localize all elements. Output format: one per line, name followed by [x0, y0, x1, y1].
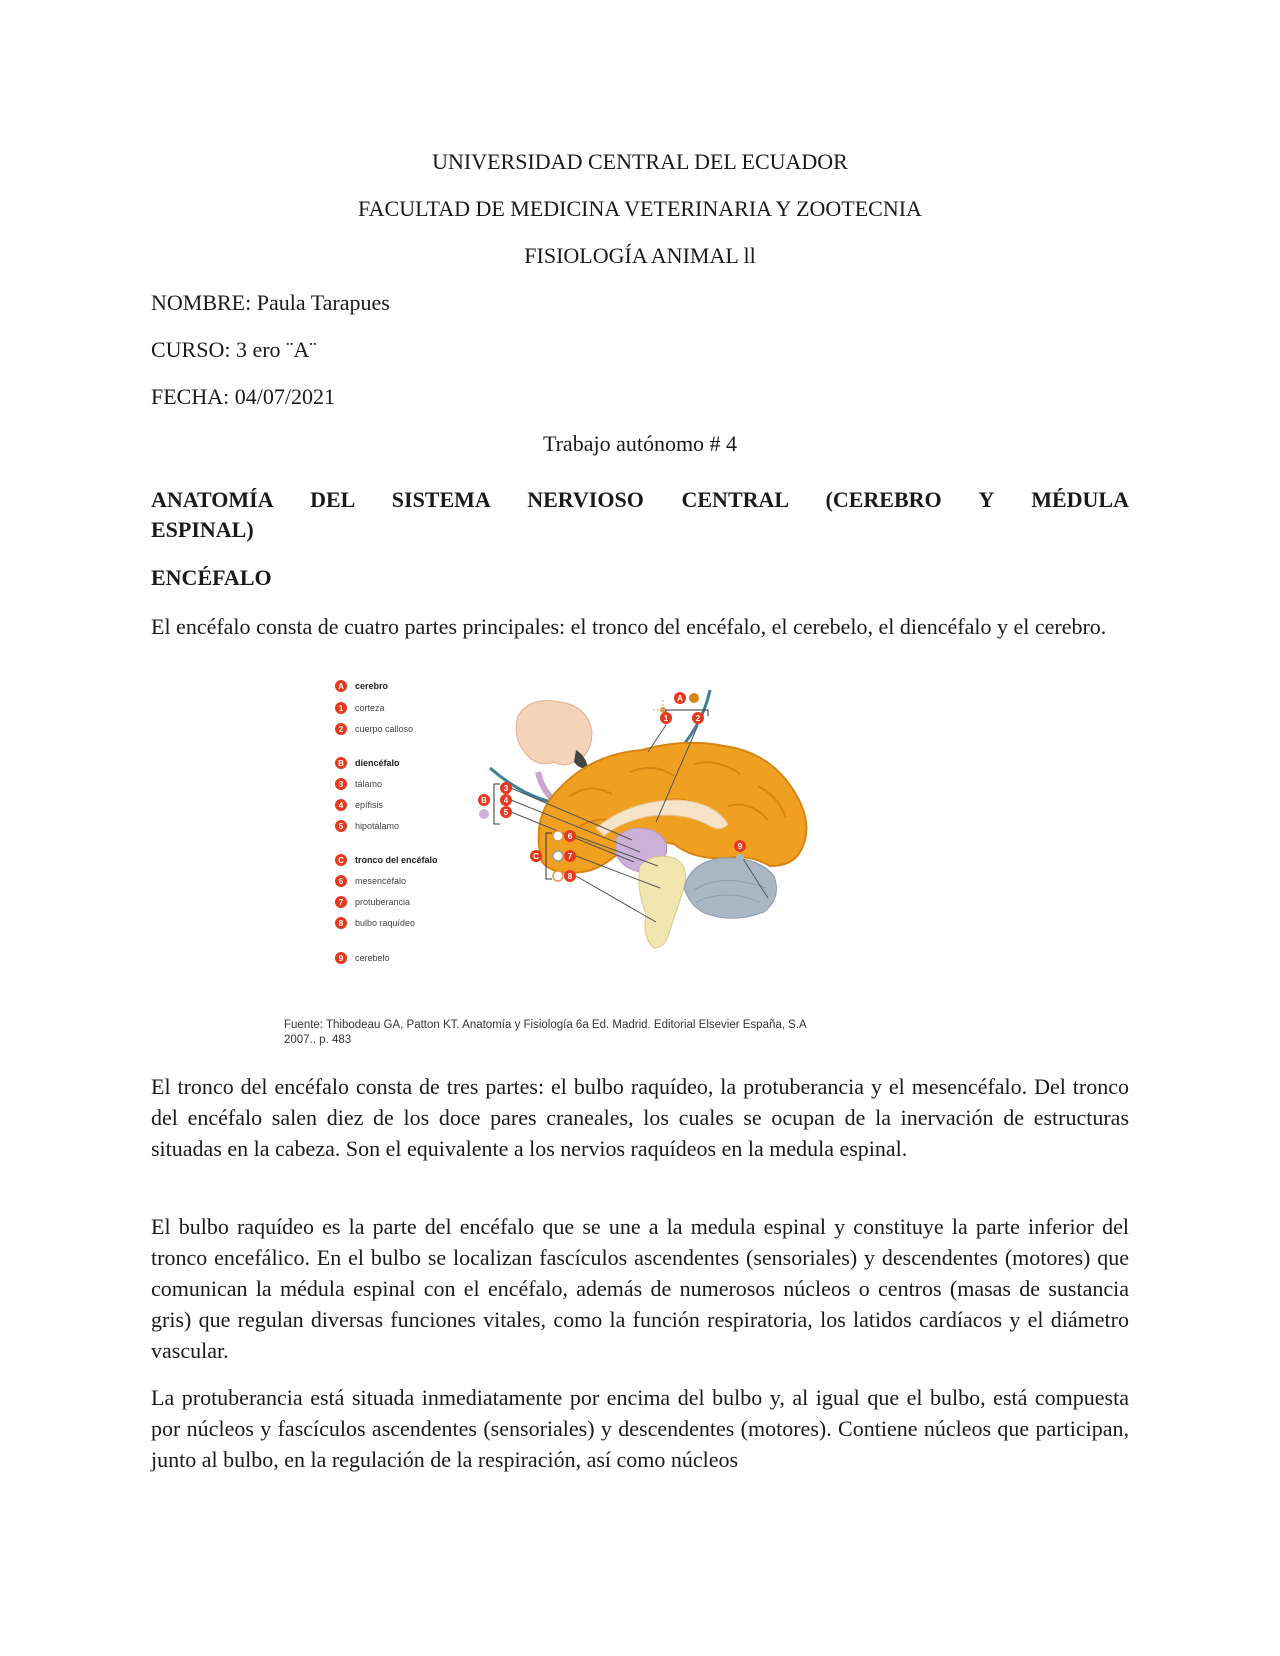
figure-source-line2: 2007.. p. 483 [284, 1034, 352, 1046]
svg-text:6: 6 [567, 832, 573, 841]
figure-legend [335, 680, 438, 964]
legend-marker-label: 7 [338, 898, 344, 907]
legend-label: epífisis [355, 800, 384, 810]
svg-text:7: 7 [567, 852, 573, 861]
legend-marker-label: 1 [338, 704, 344, 713]
faculty-name: FACULTAD DE MEDICINA VETERINARIA Y ZOOTECNIA [358, 196, 922, 221]
student-name: NOMBRE: Paula Tarapues [151, 290, 390, 315]
legend-label: cuerpo calloso [355, 724, 414, 734]
figure-source-line1: Fuente: Thibodeau GA, Patton KT. Anatomía y Fisiología 6a Ed. Madrid. Editorial Elsevier España, S.A [284, 1019, 807, 1031]
intro-paragraph: El encéfalo consta de cuatro partes principales: el tronco del encéfalo, el cerebelo, el diencéfalo y el cerebro. [151, 614, 1107, 639]
brain-diagram [330, 676, 890, 1048]
legend-label: cerebelo [355, 953, 390, 963]
legend-marker-label: 6 [338, 877, 344, 886]
legend-marker-label: 4 [338, 801, 344, 810]
legend-marker-label: 8 [338, 919, 344, 928]
svg-text:5: 5 [503, 808, 509, 817]
legend-marker-label: 5 [338, 822, 344, 831]
svg-text:9: 9 [737, 842, 743, 851]
paragraph-bulbo: El bulbo raquídeo es la parte del encéfalo que se une a la medula espinal y constituye la parte inferior del tronco encefálico. En el bulbo se localizan fascículos ascendentes (sensoriales) y descendentes (motores) que comunican la médula espinal con el encéfalo, además de numerosos núcleos o centros (masas de sustancia gris) que regulan diversas funciones vitales, como la función respiratoria, los latidos cardíacos y el diámetro vascular. [151, 1214, 1129, 1363]
svg-text:4: 4 [503, 796, 509, 805]
legend-label: tronco del encéfalo [355, 855, 438, 865]
svg-text:8: 8 [567, 872, 573, 881]
svg-text:B: B [481, 796, 487, 805]
assignment-title: Trabajo autónomo # 4 [542, 431, 738, 456]
legend-label: mesencéfalo [355, 876, 407, 886]
paragraph-tronco: El tronco del encéfalo consta de tres partes: el bulbo raquídeo, la protuberancia y el mesencéfalo. Del tronco del encéfalo salen diez de los doce pares craneales, los cuales se ocupan de la inervación de estructuras situadas en la cabeza. Son el equivalente a los nervios raquídeos en la medula espinal. [151, 1074, 1129, 1161]
legend-marker-label: C [338, 856, 344, 865]
legend-marker-label: A [338, 682, 344, 691]
legend-marker-label: 9 [338, 954, 344, 963]
main-title-line1: ANATOMÍA DEL SISTEMA NERVIOSO CENTRAL (CEREBRO Y MÉDULA [151, 487, 1129, 512]
legend-label: bulbo raquídeo [355, 918, 416, 928]
document-date: FECHA: 04/07/2021 [151, 384, 335, 409]
student-course: CURSO: 3 ero ¨A¨ [151, 337, 317, 362]
legend-label: diencéfalo [355, 758, 400, 768]
legend-label: protuberancia [355, 897, 411, 907]
legend-marker-label: B [338, 759, 344, 768]
brainstem [639, 856, 686, 948]
university-name: UNIVERSIDAD CENTRAL DEL ECUADOR [432, 149, 848, 174]
svg-text:1: 1 [663, 714, 669, 723]
legend-label: tálamo [355, 779, 383, 789]
course-title: FISIOLOGÍA ANIMAL ll [524, 243, 756, 268]
legend-marker-label: 3 [338, 780, 344, 789]
svg-text:A: A [677, 694, 683, 703]
legend-label: hipotálamo [355, 821, 400, 831]
legend-label: cerebro [355, 681, 389, 691]
bracket-b [494, 784, 500, 824]
brain-anatomy-figure [330, 676, 890, 1048]
legend-label: corteza [355, 703, 385, 713]
legend-marker-label: 2 [338, 725, 344, 734]
svg-text:C: C [533, 852, 539, 861]
svg-text:2: 2 [695, 714, 701, 723]
main-title-line2: ESPINAL) [151, 517, 254, 542]
svg-text:3: 3 [503, 784, 509, 793]
marker-a-color [689, 693, 699, 703]
paragraph-protuberancia: La protuberancia está situada inmediatamente por encima del bulbo y, al igual que el bulbo, está compuesta por núcleos y fascículos ascendentes (sensoriales) y descendentes (motores). Contiene núcleos que participan, junto al bulbo, en la regulación de la respiración, así como núcleos [151, 1385, 1129, 1472]
figure-source [284, 1018, 807, 1048]
section-heading: ENCÉFALO [151, 565, 272, 590]
